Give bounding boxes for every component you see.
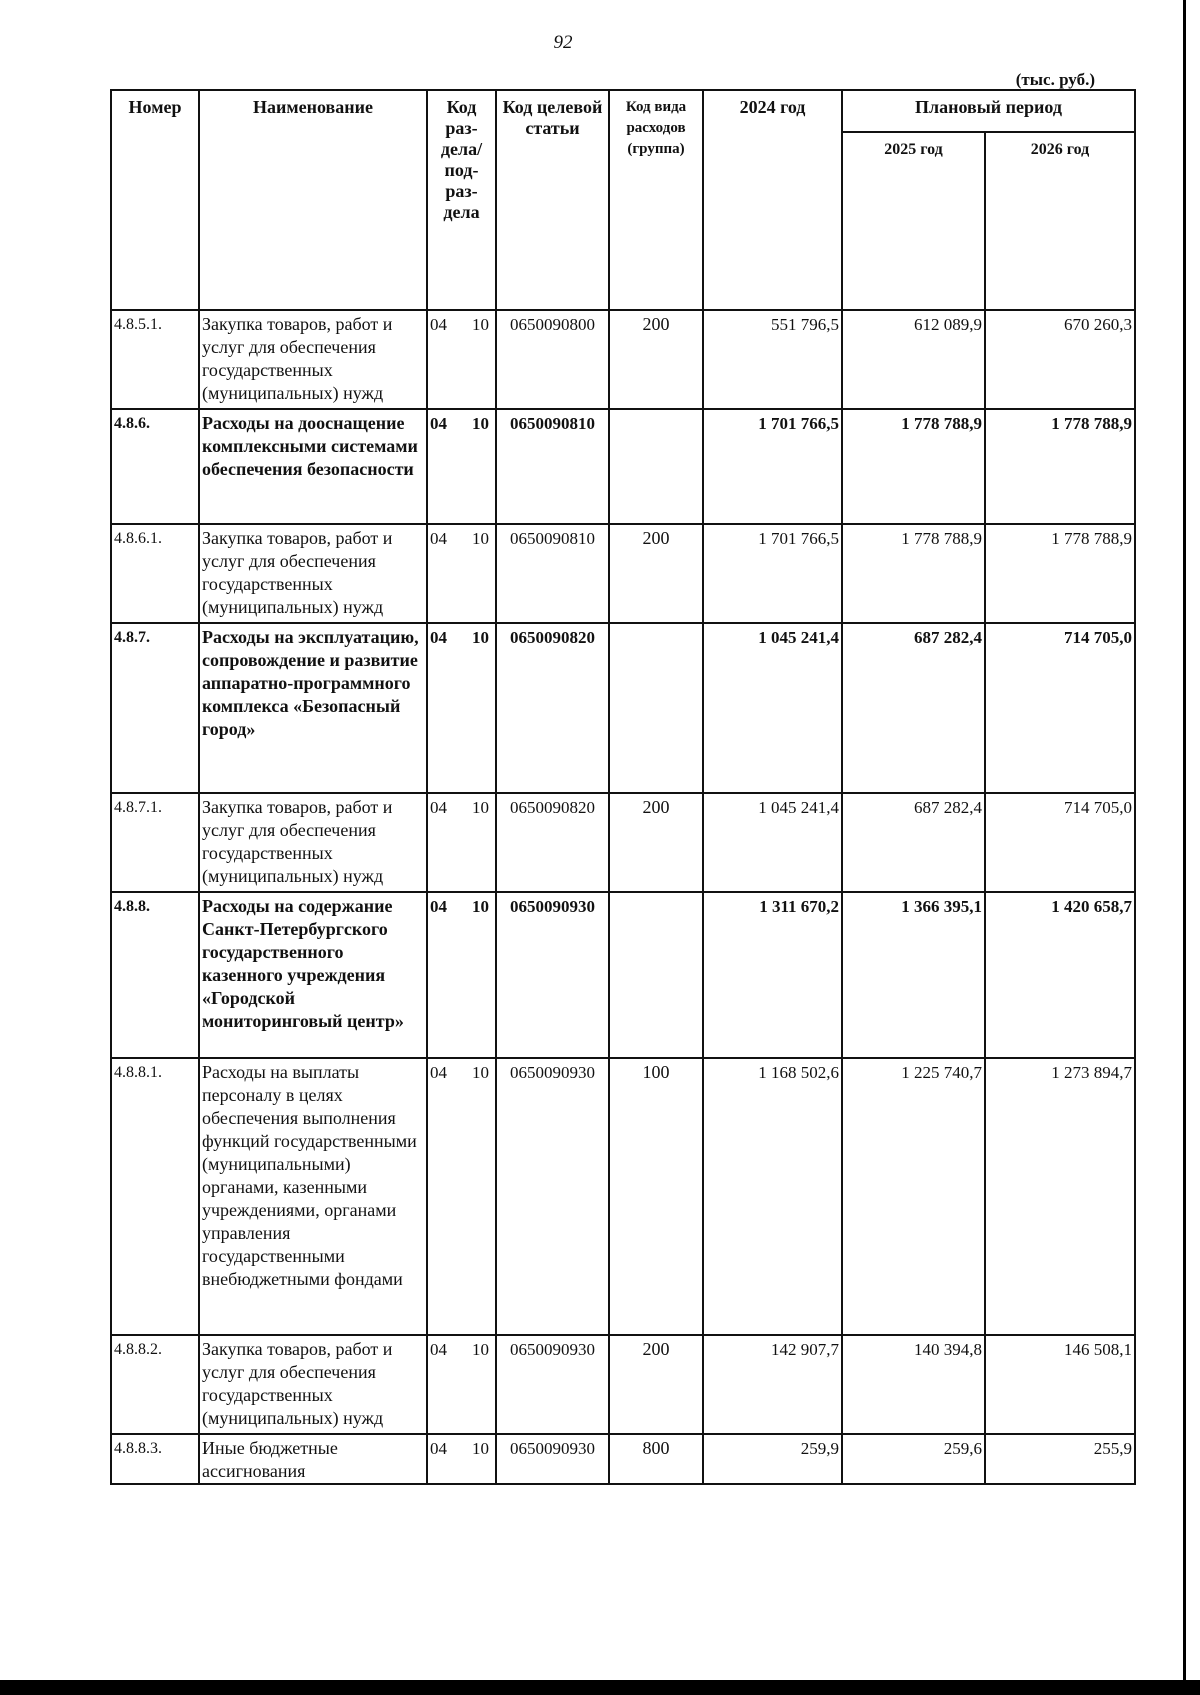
section-code: 04 (430, 798, 447, 817)
row-amount-2026: 714 705,0 (985, 623, 1135, 793)
row-target-code: 0650090930 (496, 1335, 609, 1434)
row-name: Закупка товаров, работ и услуг для обеспечения государственных (муниципальных) нужд (199, 524, 427, 623)
header-target: Код целевой статьи (496, 90, 609, 310)
table-row (111, 524, 1135, 623)
table-row (111, 892, 1135, 1058)
row-amount-2026: 146 508,1 (985, 1335, 1135, 1434)
subsection-code: 10 (472, 414, 489, 433)
row-name: Закупка товаров, работ и услуг для обеспечения государственных (муниципальных) нужд (199, 793, 427, 892)
section-code: 04 (430, 315, 447, 334)
row-number: 4.8.7.1. (111, 793, 199, 892)
table-row (111, 310, 1135, 409)
row-expense-group (609, 623, 703, 793)
row-amount-2024: 1 311 670,2 (703, 892, 842, 1058)
row-number: 4.8.6. (111, 409, 199, 524)
row-amount-2026: 670 260,3 (985, 310, 1135, 409)
row-name: Иные бюджетные ассигнования (199, 1434, 427, 1484)
subsection-code: 10 (472, 1063, 489, 1082)
header-number: Номер (111, 90, 199, 310)
row-amount-2025: 612 089,9 (842, 310, 985, 409)
row-section-code (427, 409, 496, 524)
row-name: Закупка товаров, работ и услуг для обеспечения государственных (муниципальных) нужд (199, 1335, 427, 1434)
units-label: (тыс. руб.) (1015, 70, 1095, 89)
row-target-code: 0650090930 (496, 1058, 609, 1335)
row-section-code (427, 1335, 496, 1434)
header-year-2024: 2024 год (703, 90, 842, 310)
table-row (111, 1335, 1135, 1434)
subsection-code: 10 (472, 529, 489, 548)
budget-table (110, 89, 1136, 1485)
table-row (111, 409, 1135, 524)
row-expense-group: 100 (609, 1058, 703, 1335)
row-amount-2026: 1 778 788,9 (985, 524, 1135, 623)
section-code: 04 (430, 529, 447, 548)
row-amount-2025: 1 778 788,9 (842, 409, 985, 524)
row-expense-group: 800 (609, 1434, 703, 1484)
row-number: 4.8.5.1. (111, 310, 199, 409)
row-amount-2025: 259,6 (842, 1434, 985, 1484)
row-section-code (427, 1434, 496, 1484)
row-expense-group (609, 409, 703, 524)
row-amount-2024: 1 045 241,4 (703, 623, 842, 793)
row-amount-2024: 259,9 (703, 1434, 842, 1484)
section-code: 04 (430, 414, 447, 433)
row-name: Расходы на эксплуатацию, сопровождение и развитие аппаратно-программного комплекса «Безопасный город» (199, 623, 427, 793)
row-section-code (427, 892, 496, 1058)
row-target-code: 0650090930 (496, 892, 609, 1058)
row-section-code (427, 524, 496, 623)
table-row (111, 1434, 1135, 1484)
row-amount-2024: 1 168 502,6 (703, 1058, 842, 1335)
row-number: 4.8.7. (111, 623, 199, 793)
row-number: 4.8.8.1. (111, 1058, 199, 1335)
row-amount-2025: 140 394,8 (842, 1335, 985, 1434)
table-row (111, 793, 1135, 892)
row-name: Расходы на содержание Санкт-Петербургского государственного казенного учреждения «Городской мониторинговый центр» (199, 892, 427, 1058)
row-target-code: 0650090810 (496, 524, 609, 623)
row-target-code: 0650090800 (496, 310, 609, 409)
subsection-code: 10 (472, 1340, 489, 1359)
row-number: 4.8.8.3. (111, 1434, 199, 1484)
row-section-code (427, 623, 496, 793)
table-row (111, 623, 1135, 793)
row-expense-group (609, 892, 703, 1058)
row-amount-2026: 1 420 658,7 (985, 892, 1135, 1058)
table-body (111, 310, 1135, 1484)
section-code: 04 (430, 628, 447, 647)
row-section-code (427, 1058, 496, 1335)
row-name: Закупка товаров, работ и услуг для обеспечения государственных (муниципальных) нужд (199, 310, 427, 409)
row-target-code: 0650090930 (496, 1434, 609, 1484)
header-section: Код раз-дела/ под-раз-дела (427, 90, 496, 310)
header-expense-type: Код вида расходов (группа) (609, 90, 703, 310)
row-expense-group: 200 (609, 310, 703, 409)
row-number: 4.8.8. (111, 892, 199, 1058)
subsection-code: 10 (472, 628, 489, 647)
row-section-code (427, 793, 496, 892)
header-planning-period: Плановый период (842, 90, 1135, 132)
row-amount-2025: 1 366 395,1 (842, 892, 985, 1058)
row-amount-2024: 1 045 241,4 (703, 793, 842, 892)
row-expense-group: 200 (609, 1335, 703, 1434)
row-amount-2026: 714 705,0 (985, 793, 1135, 892)
subsection-code: 10 (472, 897, 489, 916)
subsection-code: 10 (472, 315, 489, 334)
row-amount-2024: 551 796,5 (703, 310, 842, 409)
row-name: Расходы на дооснащение комплексными системами обеспечения безопасности (199, 409, 427, 524)
section-code: 04 (430, 897, 447, 916)
section-code: 04 (430, 1340, 447, 1359)
row-number: 4.8.8.2. (111, 1335, 199, 1434)
row-name: Расходы на выплаты персоналу в целях обеспечения выполнения функций государственными (муниципальными) органами, казенными учреждениями, органами управления государственными внебюджетными фондами (199, 1058, 427, 1335)
row-amount-2024: 142 907,7 (703, 1335, 842, 1434)
subsection-code: 10 (472, 798, 489, 817)
header-name: Наименование (199, 90, 427, 310)
row-amount-2025: 687 282,4 (842, 793, 985, 892)
row-number: 4.8.6.1. (111, 524, 199, 623)
row-expense-group: 200 (609, 524, 703, 623)
row-amount-2024: 1 701 766,5 (703, 409, 842, 524)
row-amount-2026: 1 778 788,9 (985, 409, 1135, 524)
scan-border-right (1183, 0, 1186, 1695)
row-target-code: 0650090820 (496, 623, 609, 793)
row-amount-2025: 1 225 740,7 (842, 1058, 985, 1335)
header-year-2026: 2026 год (985, 132, 1135, 310)
section-code: 04 (430, 1063, 447, 1082)
table-row (111, 1058, 1135, 1335)
scan-border-bottom (0, 1680, 1200, 1695)
row-target-code: 0650090810 (496, 409, 609, 524)
row-amount-2025: 687 282,4 (842, 623, 985, 793)
row-expense-group: 200 (609, 793, 703, 892)
subsection-code: 10 (472, 1439, 489, 1458)
table-header (111, 90, 1135, 310)
header-year-2025: 2025 год (842, 132, 985, 310)
row-target-code: 0650090820 (496, 793, 609, 892)
row-amount-2026: 1 273 894,7 (985, 1058, 1135, 1335)
row-section-code (427, 310, 496, 409)
row-amount-2025: 1 778 788,9 (842, 524, 985, 623)
section-code: 04 (430, 1439, 447, 1458)
row-amount-2026: 255,9 (985, 1434, 1135, 1484)
row-amount-2024: 1 701 766,5 (703, 524, 842, 623)
page-number: 92 (553, 32, 573, 53)
